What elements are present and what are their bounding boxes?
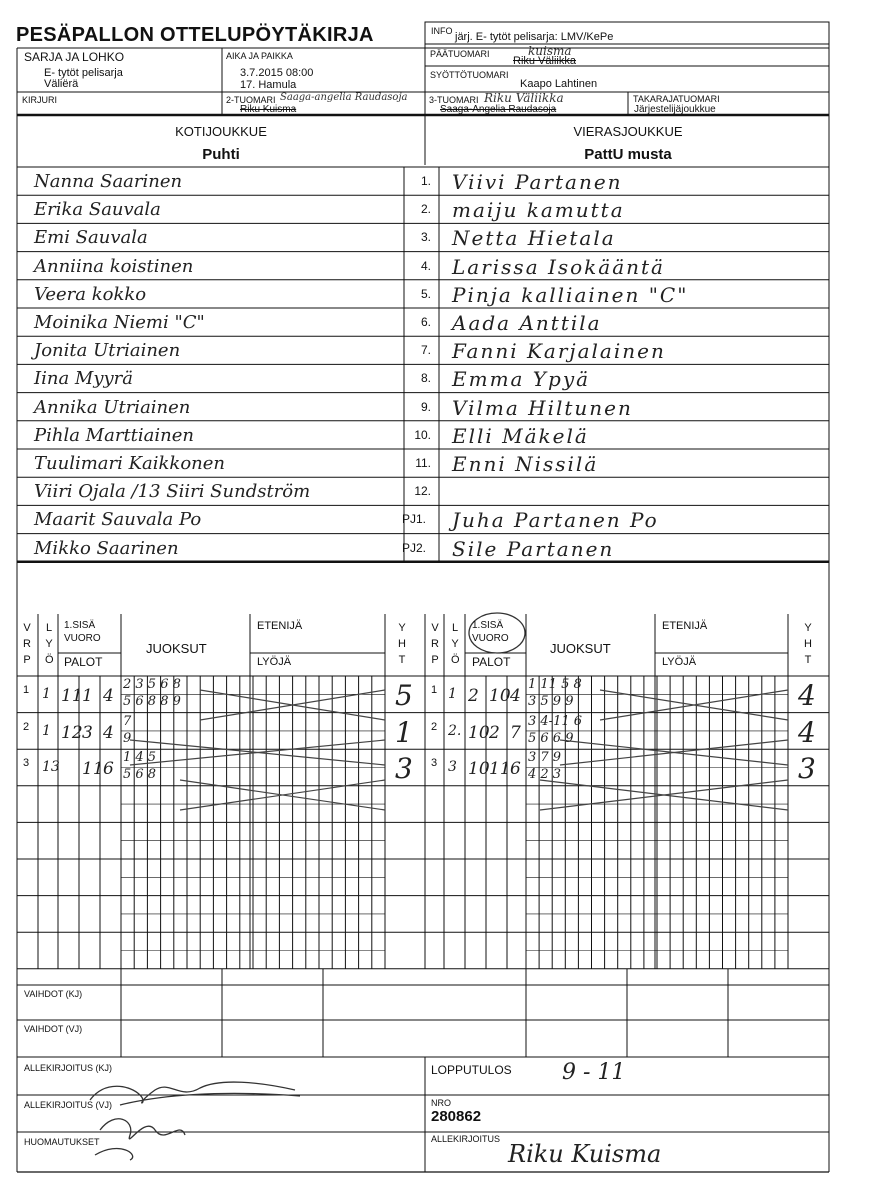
home-inning-runs-bottom: 5 6 8 8 9 bbox=[123, 694, 181, 709]
scorer-label: KIRJURI bbox=[22, 95, 58, 105]
home-inning-runs-top: 2 3 5 6 8 bbox=[123, 677, 181, 692]
away-inning-palot: 10 bbox=[468, 759, 490, 780]
home-palot-label: PALOT bbox=[64, 655, 103, 669]
head-umpire-handwritten: kuisma bbox=[528, 44, 572, 58]
home-inning-runs-top: 1 4 5 bbox=[123, 750, 157, 766]
away-vuoro-label: VUORO bbox=[472, 633, 509, 644]
home-yht-header: Y H T bbox=[398, 622, 406, 666]
away-inning-l: 3 bbox=[448, 759, 457, 776]
away-player: Juha Partanen Po bbox=[452, 508, 659, 533]
row-number: 3. bbox=[420, 230, 431, 245]
row-number: 6. bbox=[420, 315, 431, 329]
home-player: Nanna Saarinen bbox=[34, 171, 183, 192]
home-inning-palot: 12 bbox=[61, 722, 83, 743]
away-team-label: VIERASJOUKKUE bbox=[573, 124, 683, 139]
row-number: 9. bbox=[420, 399, 431, 414]
away-team-name: PattU musta bbox=[584, 146, 672, 163]
away-inning-palot: 2 bbox=[468, 686, 479, 706]
info-value: järj. E- tytöt pelisarja: LMV/KePe bbox=[455, 31, 614, 43]
umpire2-label: 2-TUOMARI bbox=[226, 95, 276, 105]
row-number: 2. bbox=[420, 202, 431, 217]
away-etenija-label: ETENIJÄ bbox=[662, 620, 708, 632]
home-inning-l: 1 bbox=[42, 686, 51, 702]
away-player: Elli Mäkelä bbox=[452, 423, 589, 448]
home-inning-palot: 11 bbox=[82, 759, 104, 780]
home-player: Anniina koistinen bbox=[34, 255, 194, 277]
home-team-label: KOTIJOUKKUE bbox=[175, 124, 267, 139]
date-value: 3.7.2015 08:00 bbox=[240, 67, 314, 79]
home-player: Iina Myyrä bbox=[34, 368, 134, 390]
home-l-header: L Y Ö bbox=[45, 622, 54, 666]
away-l-header: L Y Ö bbox=[451, 622, 460, 666]
home-player: Jonita Utriainen bbox=[34, 340, 181, 362]
away-inning-v: 3 bbox=[431, 757, 438, 770]
away-player: Enni Nissilä bbox=[452, 452, 599, 476]
time-place-label: AIKA JA PAIKKA bbox=[226, 51, 293, 61]
place-value: 17. Hamula bbox=[240, 79, 297, 91]
umpire2-handwritten: Saaga-angelia Raudasoja bbox=[280, 92, 408, 103]
row-number: 4. bbox=[420, 258, 431, 273]
away-v-header: V R P bbox=[431, 622, 439, 666]
pitch-umpire-label: SYÖTTÖTUOMARI bbox=[430, 70, 509, 80]
nro-label: NRO bbox=[431, 1098, 451, 1108]
away-lyoja-label: LYÖJÄ bbox=[662, 656, 697, 668]
home-sisa-label: 1.SISÄ bbox=[64, 620, 96, 631]
away-inning-runs-bottom: 4 2 3 bbox=[528, 767, 562, 783]
home-inning-v: 1 bbox=[23, 684, 30, 696]
row-number: 8. bbox=[420, 371, 431, 386]
home-inning-l: 13 bbox=[42, 759, 60, 776]
home-inning-total: 3 bbox=[395, 752, 413, 786]
umpire3-printed: Saaga-Angelia Raudasoja bbox=[440, 104, 557, 115]
home-lyoja-label: LYÖJÄ bbox=[257, 656, 292, 668]
away-player: Emma Ypyä bbox=[452, 367, 591, 392]
signature-label: ALLEKIRJOITUS bbox=[431, 1134, 501, 1144]
home-player: Pihla Marttiainen bbox=[34, 424, 194, 446]
home-player: Tuulimari Kaikkonen bbox=[34, 453, 226, 474]
row-number: 7. bbox=[420, 343, 431, 358]
home-player: Emi Sauvala bbox=[34, 227, 148, 249]
nro-value: 280862 bbox=[431, 1108, 482, 1125]
home-inning-palot: 4 bbox=[103, 686, 114, 706]
home-inning-v: 2 bbox=[23, 720, 30, 733]
team-signatures-scribble bbox=[60, 1060, 320, 1170]
vaihdot-vj-label: VAIHDOT (VJ) bbox=[24, 1024, 83, 1034]
home-player: Veera kokko bbox=[34, 283, 147, 305]
home-inning-runs-bottom: 9 bbox=[123, 730, 132, 746]
umpire2-printed: Riku Kuisma bbox=[240, 104, 297, 115]
away-inning-palot: 7 bbox=[510, 722, 521, 743]
away-player: maiju kamutta bbox=[452, 198, 625, 223]
away-inning-v: 2 bbox=[431, 720, 438, 733]
row-number: 11. bbox=[415, 456, 431, 470]
home-inning-runs-bottom: 5 6 8 bbox=[123, 767, 157, 783]
home-inning-palot: 3 bbox=[82, 722, 93, 743]
away-player: Netta Hietala bbox=[452, 226, 616, 251]
away-inning-runs-bottom: 5 6 6 9 bbox=[528, 730, 574, 746]
away-inning-runs-top: 3 7 9 bbox=[528, 750, 562, 766]
info-label: INFO bbox=[431, 26, 453, 36]
home-v-header: V R P bbox=[23, 622, 31, 666]
back-umpire-value: Järjestelijäjoukkue bbox=[634, 104, 716, 115]
home-player: Erika Sauvala bbox=[34, 199, 161, 221]
away-inning-palot: 6 bbox=[510, 759, 521, 780]
away-inning-total: 3 bbox=[798, 752, 816, 786]
home-vuoro-label: VUORO bbox=[64, 633, 101, 644]
away-inning-runs-top: 3 4-11 6 bbox=[528, 713, 583, 729]
away-player: Fanni Karjalainen bbox=[452, 339, 666, 364]
home-player: Mikko Saarinen bbox=[34, 537, 179, 559]
away-player: Aada Anttila bbox=[452, 311, 602, 335]
away-inning-palot: 4 bbox=[510, 686, 521, 706]
away-yht-header: Y H T bbox=[804, 622, 812, 666]
away-inning-palot: 2 bbox=[489, 722, 500, 743]
row-number: PJ1. bbox=[401, 512, 426, 527]
pitch-umpire-value: Kaapo Lahtinen bbox=[520, 78, 598, 90]
home-inning-palot: 1 bbox=[82, 686, 93, 706]
away-player: Viivi Partanen bbox=[452, 170, 623, 194]
home-inning-l: 1 bbox=[42, 722, 51, 739]
away-inning-total: 4 bbox=[798, 679, 816, 712]
row-number: PJ2. bbox=[401, 540, 426, 555]
umpire3-handwritten: Riku Väliikka bbox=[484, 91, 564, 105]
away-player: Pinja kalliainen "C" bbox=[452, 282, 689, 307]
away-sisa-label: 1.SISÄ bbox=[472, 620, 504, 631]
home-player: Annika Utriainen bbox=[34, 396, 191, 418]
home-player: Moinika Niemi "C" bbox=[34, 312, 205, 333]
final-score-label: LOPPUTULOS bbox=[431, 1063, 512, 1077]
umpire3-label: 3-TUOMARI bbox=[429, 95, 479, 105]
away-inning-l: 1 bbox=[448, 686, 457, 702]
home-inning-palot: 11 bbox=[61, 686, 83, 706]
home-inning-runs-top: 7 bbox=[123, 713, 132, 729]
final-score-value: 9 - 11 bbox=[562, 1060, 626, 1085]
row-number: 5. bbox=[420, 286, 431, 301]
referee-signature: Riku Kuisma bbox=[508, 1140, 662, 1168]
home-player: Viiri Ojala /13 Siiri Sundström bbox=[34, 481, 311, 503]
away-inning-palot: 10 bbox=[489, 686, 511, 706]
home-juoksut-label: JUOKSUT bbox=[146, 641, 207, 656]
away-inning-palot: 10 bbox=[468, 722, 490, 743]
home-inning-total: 1 bbox=[395, 715, 413, 749]
row-number: 10. bbox=[414, 427, 431, 442]
home-player: Maarit Sauvala Po bbox=[34, 509, 202, 531]
home-team-name: Puhti bbox=[202, 146, 240, 163]
away-inning-l: 2. bbox=[448, 722, 462, 739]
head-umpire-printed: Riku Väliikka bbox=[513, 55, 576, 67]
series-value-1: E- tytöt pelisarja bbox=[44, 67, 123, 79]
away-inning-palot: 11 bbox=[489, 759, 511, 780]
home-inning-palot: 6 bbox=[103, 759, 114, 780]
away-inning-total: 4 bbox=[798, 715, 816, 749]
signature-kj-label: ALLEKIRJOITUS (KJ) bbox=[24, 1063, 113, 1073]
series-value-2: Väliërä bbox=[44, 78, 79, 90]
away-player: Vilma Hiltunen bbox=[452, 395, 633, 420]
row-number: 1. bbox=[420, 174, 431, 188]
home-inning-palot: 4 bbox=[103, 722, 114, 743]
away-palot-label: PALOT bbox=[472, 655, 511, 669]
form-title: PESÄPALLON OTTELUPÖYTÄKIRJA bbox=[16, 24, 374, 46]
vaihdot-kj-label: VAIHDOT (KJ) bbox=[24, 989, 83, 999]
home-inning-v: 3 bbox=[23, 757, 30, 770]
remarks-label: HUOMAUTUKSET bbox=[24, 1137, 100, 1147]
head-umpire-label: PÄÄTUOMARI bbox=[430, 49, 490, 59]
home-etenija-label: ETENIJÄ bbox=[257, 620, 303, 632]
series-label: SARJA JA LOHKO bbox=[24, 50, 125, 64]
away-inning-runs-top: 1 11 5 8 bbox=[528, 677, 582, 692]
row-number: 12. bbox=[414, 484, 431, 499]
away-inning-v: 1 bbox=[431, 684, 438, 696]
signature-vj-label: ALLEKIRJOITUS (VJ) bbox=[24, 1100, 113, 1110]
away-inning-runs-bottom: 3 5 9 9 bbox=[528, 694, 574, 709]
away-juoksut-label: JUOKSUT bbox=[550, 641, 611, 656]
home-inning-total: 5 bbox=[395, 679, 413, 712]
away-player: Sile Partanen bbox=[452, 536, 615, 561]
away-player: Larissa Isokääntä bbox=[452, 254, 665, 279]
back-umpire-label: TAKARAJATUOMARI bbox=[633, 94, 720, 104]
